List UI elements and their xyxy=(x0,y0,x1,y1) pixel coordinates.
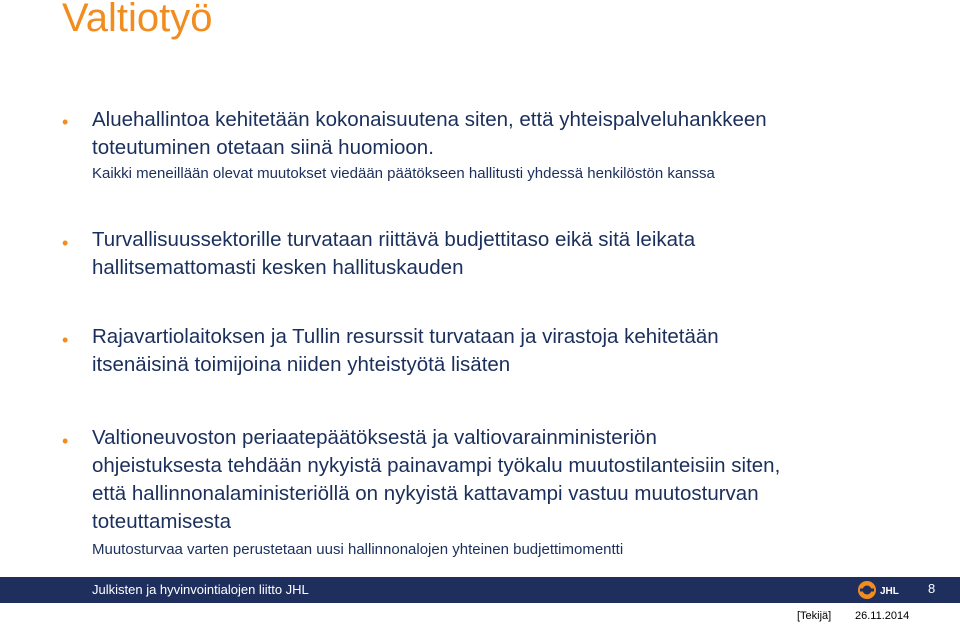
footer-date: 26.11.2014 xyxy=(855,610,910,622)
bullet-item xyxy=(92,323,932,379)
bullet-marker: • xyxy=(62,431,69,451)
slide-title: Valtiotyö xyxy=(62,0,213,40)
page-number: 8 xyxy=(928,581,936,596)
logo-text: JHL xyxy=(880,586,899,597)
bullet-line: hallitsemattomasti kesken hallituskauden xyxy=(92,256,464,279)
bullet-marker: • xyxy=(62,233,69,253)
bullet-subtext: Muutosturvaa varten perustetaan uusi hallinnonalojen yhteinen budjettimomentti xyxy=(92,541,624,558)
footer-organization: Julkisten ja hyvinvointialojen liitto JHL xyxy=(92,582,309,597)
bullet-marker: • xyxy=(62,330,69,350)
bullet-line: Turvallisuussektorille turvataan riittävä budjettitaso eikä sitä leikata xyxy=(92,228,696,251)
bullet-item xyxy=(92,106,932,162)
bullet-line: toteuttamisesta xyxy=(92,510,232,533)
bullet-subtext: Kaikki meneillään olevat muutokset viedään päätökseen hallitusti yhdessä henkilöstön kanssa xyxy=(92,165,715,182)
bullet-item xyxy=(92,424,932,536)
bullet-line: Aluehallintoa kehitetään kokonaisuutena siten, että yhteispalveluhankkeen xyxy=(92,108,767,131)
bullet-line: itsenäisinä toimijoina niiden yhteistyötä lisäten xyxy=(92,353,511,376)
jhl-logo-icon xyxy=(856,579,916,601)
footer-bar xyxy=(0,577,960,603)
bullet-item xyxy=(92,226,932,282)
footer-author: [Tekijä] xyxy=(797,610,832,622)
bullet-marker: • xyxy=(62,112,69,132)
bullet-line: ohjeistuksesta tehdään nykyistä painavampi työkalu muutostilanteisiin siten, xyxy=(92,454,781,477)
bullet-line: Rajavartiolaitoksen ja Tullin resurssit turvataan ja virastoja kehitetään xyxy=(92,325,719,348)
bullet-line: Valtioneuvoston periaatepäätöksestä ja valtiovarainministeriön xyxy=(92,426,657,449)
bullet-line: että hallinnonalaministeriöllä on nykyistä kattavampi vastuu muutosturvan xyxy=(92,482,759,505)
bullet-line: toteutuminen otetaan siinä huomioon. xyxy=(92,136,434,159)
